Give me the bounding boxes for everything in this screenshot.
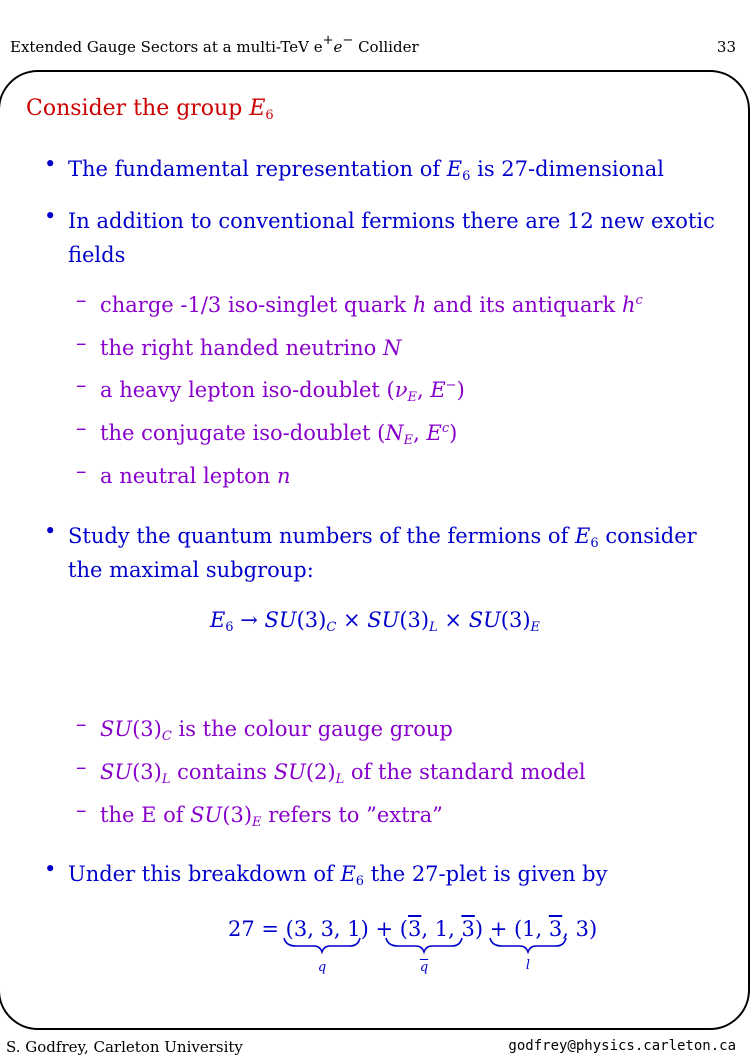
underbrace-l	[490, 938, 566, 952]
bullet-icon: •	[44, 857, 57, 881]
footer-author: S. Godfrey, Carleton University	[6, 1038, 243, 1056]
page-header	[10, 33, 736, 60]
sub-item-conjugate-doublet: the conjugate iso-doublet ($N_E$, $E^c$)	[100, 421, 458, 448]
dash-icon: –	[76, 459, 87, 483]
label-qbar: $\overline{q}$	[419, 960, 429, 975]
underbrace-q	[284, 938, 360, 952]
footer-email: godfrey@physics.carleton.ca	[508, 1038, 736, 1054]
bullet-fundamental-rep: The fundamental representation of $E_6$ is 27-dimensional	[68, 157, 665, 184]
equation-27-plet: 27 = (3, 3, 1) + (3, 1, 3) + (1, 3, 3)	[228, 917, 598, 941]
dash-icon: –	[76, 712, 87, 736]
bullet-27-plet: Under this breakdown of $E_6$ the 27-plet is given by	[68, 862, 608, 889]
underbrace-qbar	[386, 938, 462, 952]
label-l: l	[525, 958, 531, 973]
bullet-icon: •	[44, 152, 57, 176]
dash-icon: –	[76, 416, 87, 440]
dash-icon: –	[76, 755, 87, 779]
header-title: Extended Gauge Sectors at a multi-TeV e+e− Collider	[10, 33, 419, 56]
sub-item-colour-group: $SU(3)_C$ is the colour gauge group	[100, 717, 453, 744]
dash-icon: –	[76, 331, 87, 355]
sub-item-quark-h: charge -1/3 iso-singlet quark h and its antiquark $h^c$	[100, 293, 643, 317]
bullet-icon: •	[44, 204, 57, 228]
sub-item-neutrino: the right handed neutrino N	[100, 336, 402, 360]
triplet-l: (1, 3, 3)	[513, 917, 598, 941]
slide-heading: Consider the group $E_6$	[26, 96, 274, 123]
page-number: 33	[716, 38, 736, 56]
bullet-quantum-numbers: Study the quantum numbers of the fermions of $E_6$ consider the maximal subgroup:	[68, 524, 697, 582]
sub-item-extra: the E of $SU(3)_E$ refers to ”extra”	[100, 803, 443, 830]
dash-icon: –	[76, 798, 87, 822]
label-q: q	[317, 960, 327, 975]
sub-item-heavy-lepton: a heavy lepton iso-doublet ($\nu_E$, E−)	[100, 378, 465, 405]
bullet-exotic-fields: In addition to conventional fermions there are 12 new exotic fields	[68, 209, 715, 267]
dash-icon: –	[76, 373, 87, 397]
bullet-icon: •	[44, 519, 57, 543]
dash-icon: –	[76, 288, 87, 312]
sub-item-neutral-lepton: a neutral lepton n	[100, 464, 291, 488]
triplet-q: (3, 3, 1)	[285, 917, 369, 941]
underbraces	[0, 936, 750, 956]
triplet-qbar: (3, 1, 3)	[399, 917, 484, 941]
equation-subgroup: $E_6 \to SU(3)_C \times SU(3)_L \times SU(3)_E$	[209, 608, 541, 635]
sub-item-standard-model: $SU(3)_L$ contains $SU(2)_L$ of the standard model	[100, 760, 586, 787]
